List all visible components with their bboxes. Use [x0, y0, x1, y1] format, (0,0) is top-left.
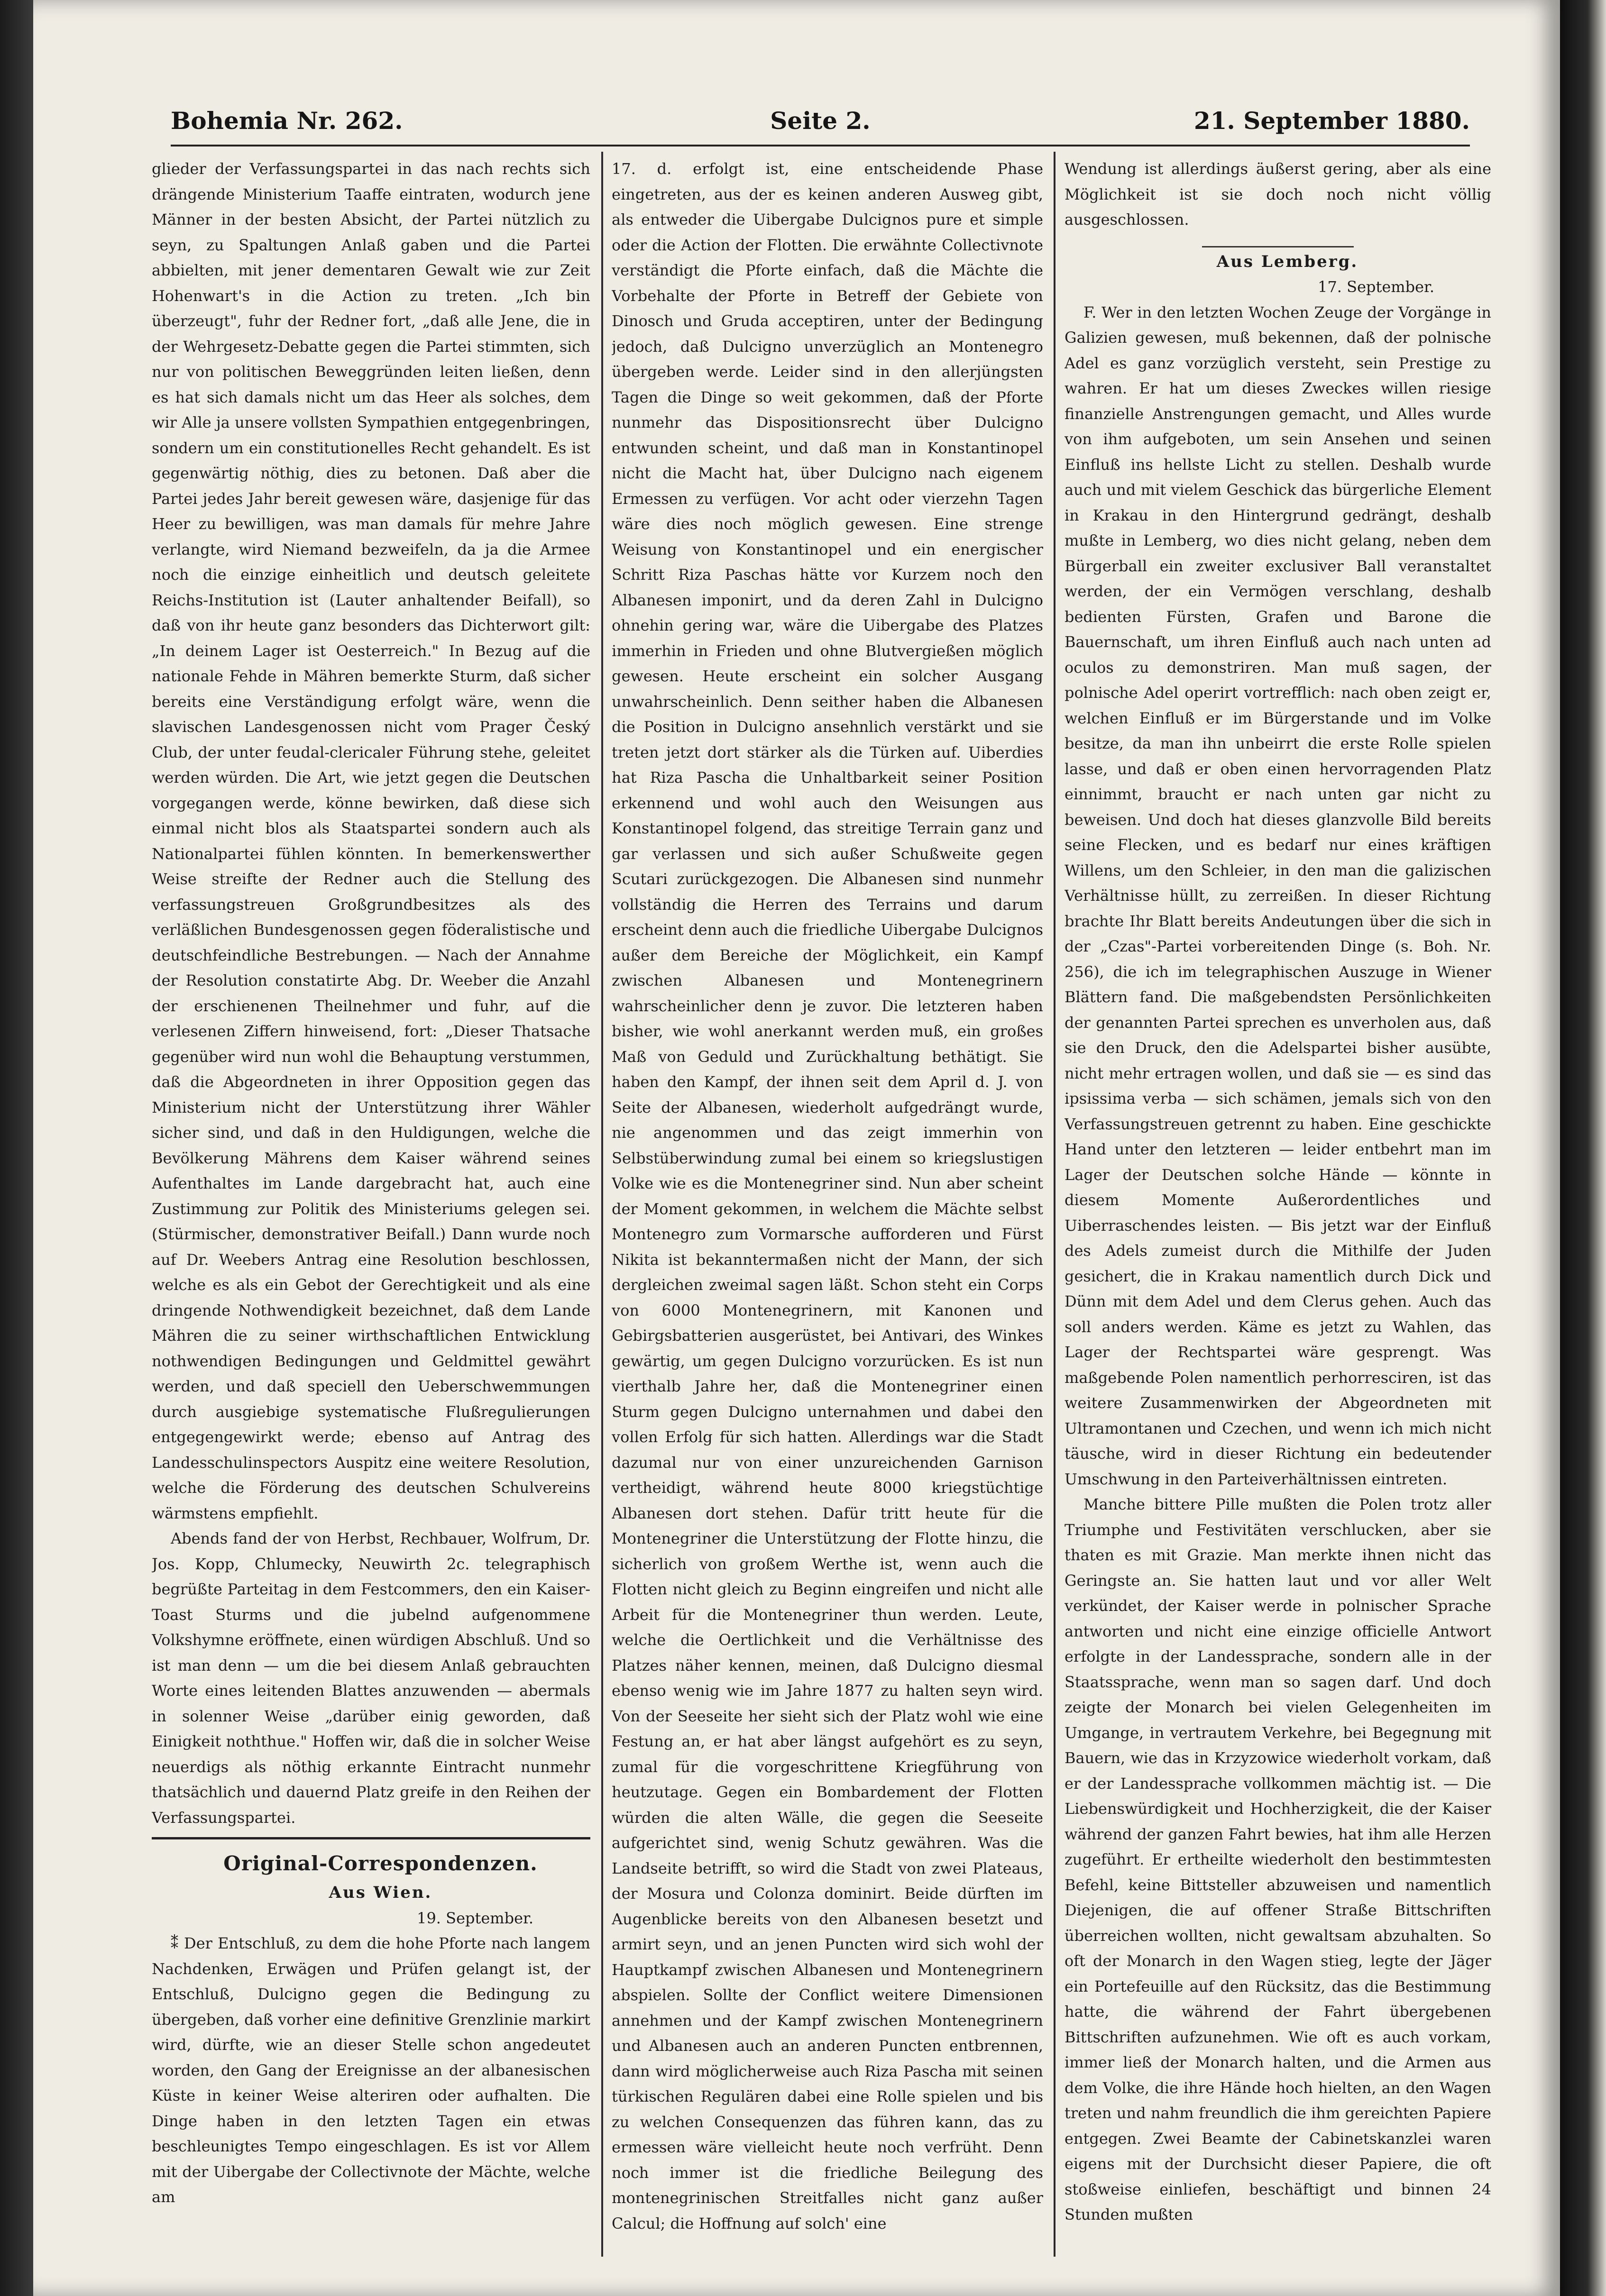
paragraph: glieder der Verfassungspartei in das nach rechts sich drängende Ministerium Taaffe eintraten, wodurch jene Männer in der besten Absicht, der Partei nützlich zu seyn, zu Spaltungen Anlaß gaben und die Partei abbielten, mit jener dementaren Gewalt wie zur Zeit Hohenwart's in die Action zu treten. „Ich bin überzeugt", fuhr der Redner fort, „daß alle Jene, die in der Wehrgesetz-Debatte gegen die Partei stimmten, sich nur von politischen Beweggründen leiten ließen, denn es hat sich damals nicht um das Heer als solches, dem wir Alle ja unsere vollsten Sympathien entgegenbringen, sondern um ein constitutionelles Recht gehandelt. Es ist gegenwärtig nöthig, dies zu betonen. Daß aber die Partei jedes Jahr bereit gewesen wäre, dasjenige für das Heer zu bewilligen, was man damals für mehre Jahre verlangte, wird Niemand bezweifeln, da ja die Armee noch die einzige einheitlich und deutsch geleitete Reichs-Institution ist (Lauter anhaltender Beifall), so daß von ihr heute ganz besonders das Dichterwort gilt: „In deinem Lager ist Oesterreich." In Bezug auf die nationale Fehde in Mähren bemerkte Sturm, daß sicher bereits eine Verständigung erfolgt wäre, wenn die slavischen Landesgenossen nicht vom Prager Český Club, der unter feudal-clericaler Führung stehe, geleitet werden würden. Die Art, wie jetzt gegen die Deutschen vorgegangen werde, könne bewirken, daß diese sich einmal nicht blos als Staatspartei sondern auch als Nationalpartei fühlen könnten. In bemerkenswerther Weise streifte der Redner auch die Stellung des verfassungstreuen Großgrundbesitzes als des verläßlichen Bundesgenossen gegen föderalistische und deutschfeindliche Bestrebungen. — Nach der Annahme der Resolution constatirte Abg. Dr. Weeber die Anzahl der erschienenen Theilnehmer und fuhr, auf die verlesenen Ziffern hinweisend, fort: „Dieser Thatsache gegenüber wird nun wohl die Behauptung verstummen, daß die Abgeordneten in ihrer Opposition gegen das Ministerium nicht der Unterstützung ihrer Wähler sicher sind, und daß in den Huldigungen, welche die Bevölkerung Mährens dem Kaiser während seines Aufenthaltes im Lande dargebracht hat, auch eine Zustimmung zur Politik des Ministeriums gelegen sei. (Stürmischer, demonstrativer Beifall.) Dann wurde noch auf Dr. Weebers Antrag eine Resolution beschlossen, welche es als ein Gebot der Gerechtigkeit und als eine dringende Nothwendigkeit bezeichnet, daß dem Lande Mähren die zu seiner wirthschaftlichen Entwicklung nothwendigen Bedingungen und Geldmittel gewährt werden, und daß speciell den Ueberschwemmungen durch ausgiebige systematische Flußregulierungen entgegengewirkt werde; ebenso auf Antrag des Landesschulinspectors Auspitz eine weitere Resolution, welche die Förderung des deutschen Schulvereins wärmstens empfiehlt.: [152, 160, 590, 1522]
paragraph: 17. d. erfolgt ist, eine entscheidende Phase eingetreten, aus der es keinen anderen Ausweg gibt, als entweder die Uibergabe Dulcignos pure et simple oder die Action der Flotten. Die erwähnte Collectivnote verständigt die Pforte einfach, daß die Mächte die Vorbehalte der Pforte in Betreff der Gebiete von Dinosch und Gruda acceptiren, unter der Bedingung jedoch, daß Dulcigno unverzüglich an Montenegro übergeben werde. Leider sind in den allerjüngsten Tagen die Dinge so weit gekommen, daß der Pforte nunmehr das Dispositionsrecht über Dulcigno entwunden scheint, und daß man in Konstantinopel nicht die Macht hat, über Dulcigno nach eigenem Ermessen zu verfügen. Vor acht oder vierzehn Tagen wäre dies noch möglich gewesen. Eine strenge Weisung von Konstantinopel und ein energischer Schritt Riza Paschas hätte vor Kurzem noch den Albanesen imponirt, und da deren Zahl in Dulcigno ohnehin gering war, wäre die Uibergabe des Platzes immerhin in Frieden und ohne Blutvergießen möglich gewesen. Heute erscheint ein solcher Ausgang unwahrscheinlich. Denn seither haben die Albanesen die Position in Dulcigno ansehnlich verstärkt und sie treten jetzt dort stärker als die Türken auf. Uiberdies hat Riza Pascha die Unhaltbarkeit seiner Position erkennend und wohl auch den Weisungen aus Konstantinopel folgend, das streitige Terrain ganz und gar verlassen und sich außer Schußweite gegen Scutari zurückgezogen. Die Albanesen sind nunmehr vollständig die Herren des Terrains und darum erscheint denn auch die friedliche Uibergabe Dulcignos außer dem Bereiche der Möglichkeit, ein Kampf zwischen Albanesen und Montenegrinern wahrscheinlicher denn je zuvor. Die letzteren haben bisher, wie wohl anerkannt werden muß, ein großes Maß von Geduld und Zurückhaltung bethätigt. Sie haben den Kampf, der ihnen seit dem April d. J. von Seite der Albanesen, wiederholt aufgedrängt wurde, nie angenommen und das zeigt immerhin von Selbstüberwindung zumal bei einem so kriegslustigen Volke wie es die Montenegriner sind. Nun aber scheint der Moment gekommen, in welchem die Mächte selbst Montenegro zum Vormarsche aufforderen und Fürst Nikita ist bekanntermaßen nicht der Mann, der sich dergleichen zweimal sagen läßt. Schon steht ein Corps von 6000 Montenegrinern, mit Kanonen und Gebirgsbatterien ausgerüstet, bei Antivari, des Winkes gewärtig, um gegen Dulcigno vorzurücken. Es ist nun vierthalb Jahre her, daß die Montenegriner einen Sturm gegen Dulcigno unternahmen und dabei den vollen Erfolg für sich hatten. Allerdings war die Stadt dazumal nur von einer unzureichenden Garnison vertheidigt, während heute 8000 kriegstüchtige Albanesen dort stehen. Dafür tritt heute für die Montenegriner die Unterstützung der Flotte hinzu, die sicherlich von großem Werthe ist, wenn auch die Flotten nicht gleich zu Beginn eingreifen und nicht alle Arbeit für die Montenegriner thun werden. Leute, welche die Oertlichkeit und die Verhältnisse des Platzes näher kennen, meinen, daß Dulcigno diesmal ebenso wenig wie im Jahre 1877 zu halten seyn wird. Von der Seeseite her sieht sich der Platz wohl wie eine Festung an, er hat aber längst aufgehört es zu seyn, zumal für die vorgeschrittene Kriegführung von heutzutage. Gegen ein Bombardement der Flotten würden die alten Wälle, die gegen die Seeseite aufgerichtet sind, wenig Schutz gewähren. Was die Landseite betrifft, so wird die Stadt von zwei Plateaus, der Mosura und Colonza dominirt. Beide dürften im Augenblicke bereits von den Albanesen besetzt und armirt seyn, und an jenen Puncten wird sich wohl der Hauptkampf zwischen Albanesen und Montenegrinern abspielen. Sollte der Conflict weitere Dimensionen annehmen und der Kampf zwischen Montenegrinern und Albanesen auch an anderen Puncten entbrennen, dann wird möglicherweise auch Riza Pascha mit seinen türkischen Regulären dabei eine Rolle spielen und bis zu welchen Consequenzen das führen kann, das zu ermessen wäre vielleicht heute noch verfrüht. Denn noch immer ist die friedliche Beilegung des montenegrinischen Streitfalles nicht ganz außer Calcul; die Hoffnung auf solch' eine: [612, 160, 1043, 2232]
column-2: [612, 156, 1043, 2261]
scan-edge-right: [1560, 0, 1606, 2296]
dateline-place: Aus Wien.: [329, 1883, 432, 1902]
masthead-issue: Bohemia Nr. 262.: [171, 107, 403, 135]
scan-edge-left: [0, 0, 33, 2296]
column-3: [1065, 156, 1491, 2261]
dateline-date: 19. September.: [417, 1909, 533, 1927]
paragraph: Abends fand der von Herbst, Rechbauer, Wolfrum, Dr. Jos. Kopp, Chlumecky, Neuwirth 2c. telegraphisch begrüßte Parteitag in dem Festcommers, den ein Kaiser-Toast Sturms und die jubelnd aufgenommene Volkshymne eröffnete, einen würdigen Abschluß. Und so ist man denn — um die bei diesem Anlaß gebrauchten Worte eines leitenden Blattes anzuwenden — abermals in solenner Weise „darüber einig geworden, daß Einigkeit noththue." Hoffen wir, daß die in solcher Weise neuerdigs als nöthig erkannte Eintracht nunmehr thatsächlich und dauernd Platz greife in den Reihen der Verfassungspartei.: [152, 1529, 590, 1827]
article-divider: [1202, 237, 1354, 247]
column-rule-2: [1054, 152, 1055, 2257]
page-number: Seite 2.: [770, 107, 871, 135]
dateline-place: Aus Lemberg.: [1216, 252, 1358, 271]
column-rule-1: [601, 152, 603, 2257]
column-1: [152, 156, 590, 2261]
section-divider: [152, 1837, 590, 1842]
dateline-date: 17. September.: [1318, 278, 1434, 296]
issue-date: 21. September 1880.: [1193, 107, 1470, 135]
paragraph: Manche bittere Pille mußten die Polen trotz aller Triumphe und Festivitäten verschlucken, aber sie thaten es mit Grazie. Man merkte ihnen nicht das Geringste an. Sie hatten laut und vor aller Welt verkündet, der Kaiser werde in polnischer Sprache antworten und nicht eine einzige officielle Antwort erfolgte in der Landessprache, sondern alle in der Staatssprache, wenn man so sagen darf. Und doch zeigte der Monarch bei vielen Gelegenheiten im Umgange, in vertrautem Verkehre, bei Begegnung mit Bauern, wie das in Krzyzowice wiederholt vorkam, daß er der Landessprache vollkommen mächtig ist. — Die Liebenswürdigkeit und Hochherzigkeit, die der Kaiser während der ganzen Fahrt bewies, hat ihm alle Herzen zugeführt. Er ertheilte wiederholt den bestimmtesten Befehl, keine Bittsteller abzuweisen und namentlich Diejenigen, die auf offener Straße Bittschriften überreichen wollten, nicht gewaltsam abzuhalten. So oft der Monarch in den Wagen stieg, legte der Jäger ein Portefeuille auf den Rücksitz, das die Bestimmung hatte, die während der Fahrt übergebenen Bittschriften aufzunehmen. Wie oft es auch vorkam, immer ließ der Monarch halten, und die Armen aus dem Volke, die ihre Hände hoch hielten, an den Wagen treten und nahm freundlich die ihm gereichten Papiere entgegen. Zwei Beamte der Cabinetskanzlei waren eigens mit der Durchsicht dieser Papiere, die oft stoßweise einliefen, beschäftigt und binnen 24 Stunden mußten: [1065, 1495, 1491, 2223]
paragraph: Wendung ist allerdings äußerst gering, aber als eine Möglichkeit ist sie doch noch nicht völlig ausgeschlossen.: [1065, 160, 1491, 229]
page-header: [171, 107, 1470, 146]
section-title: Original-Correspondenzen.: [223, 1852, 538, 1875]
paragraph: F. Wer in den letzten Wochen Zeuge der Vorgänge in Galizien gewesen, muß bekennen, daß der polnische Adel es ganz vorzüglich versteht, sein Prestige zu wahren. Er hat um dieses Zweckes willen riesige finanzielle Anstrengungen gemacht, und Alles wurde von ihm aufgeboten, um sein Ansehen und seinen Einfluß ins hellste Licht zu stellen. Deshalb wurde auch und mit vielem Geschick das bürgerliche Element in Krakau in den Hintergrund gedrängt, deshalb mußte in Lemberg, wo dies nicht gelang, neben dem Bürgerball ein zweiter exclusiver Ball veranstaltet werden, der ein Vermögen verschlang, deshalb bedienten Fürsten, Grafen und Barone die Bauernschaft, um ihren Einfluß auch nach unten ad oculos zu demonstriren. Man muß sagen, der polnische Adel operirt vortrefflich: nach oben zeigt er, welchen Einfluß er im Bürgerstande und im Volke besitze, da man ihn unbeirrt die erste Rolle spielen lasse, und daß er oben einen hervorragenden Platz einnimmt, braucht er nach unten gar nicht zu beweisen. Und doch hat dieses glanzvolle Bild bereits seine Flecken, und es bedarf nur eines kräftigen Willens, um den Schleier, in den man die galizischen Verhältnisse hüllt, zu zerreißen. In dieser Richtung brachte Ihr Blatt bereits Andeutungen über die sich in der „Czas"-Partei vorbereitenden Dinge (s. Boh. Nr. 256), die ich im telegraphischen Auszuge in Wiener Blättern fand. Die maßgebendsten Persönlichkeiten der genannten Partei sprechen es unverholen aus, daß sie den Druck, den die Adelspartei bisher ausübte, nicht mehr ertragen wollen, und daß sie — es sind das ipsissima verba — sich schämen, jemals sich von den Verfassungstreuen getrennt zu haben. Eine geschickte Hand unter den letzteren — leider entbehrt man im Lager der Deutschen solche Hände — könnte in diesem Momente Außerordentliches und Uiberraschendes leisten. — Bis jetzt war der Einfluß des Adels zumeist durch die Mithilfe der Juden gesichert, die in Krakau namentlich durch Dick und Dünn mit dem Adel und dem Clerus gehen. Auch das soll anders werden. Käme es jetzt zu Wahlen, das Lager der Rechtspartei wäre gesprengt. Was maßgebende Polen namentlich perhorresciren, ist das weitere Zusammenwirken der Abgeordneten mit Ultramontanen und Czechen, und wenn ich mich nicht täusche, wird in dieser Richtung ein bedeutender Umschwung in den Parteiverhältnissen eintreten.: [1065, 303, 1491, 1488]
paragraph: ⁑ Der Entschluß, zu dem die hohe Pforte nach langem Nachdenken, Erwägen und Prüfen gelangt ist, der Entschluß, Dulcigno gegen die Bedingung zu übergeben, daß vorher eine definitive Grenzlinie markirt wird, dürfte, wie an dieser Stelle schon angedeutet worden, den Gang der Ereignisse an der albanesischen Küste in keiner Weise alteriren oder aufhalten. Die Dinge haben in den letzten Tagen ein etwas beschleunigtes Tempo eingeschlagen. Es ist vor Allem mit der Uibergabe der Collectivnote der Mächte, welche am: [152, 1934, 590, 2206]
